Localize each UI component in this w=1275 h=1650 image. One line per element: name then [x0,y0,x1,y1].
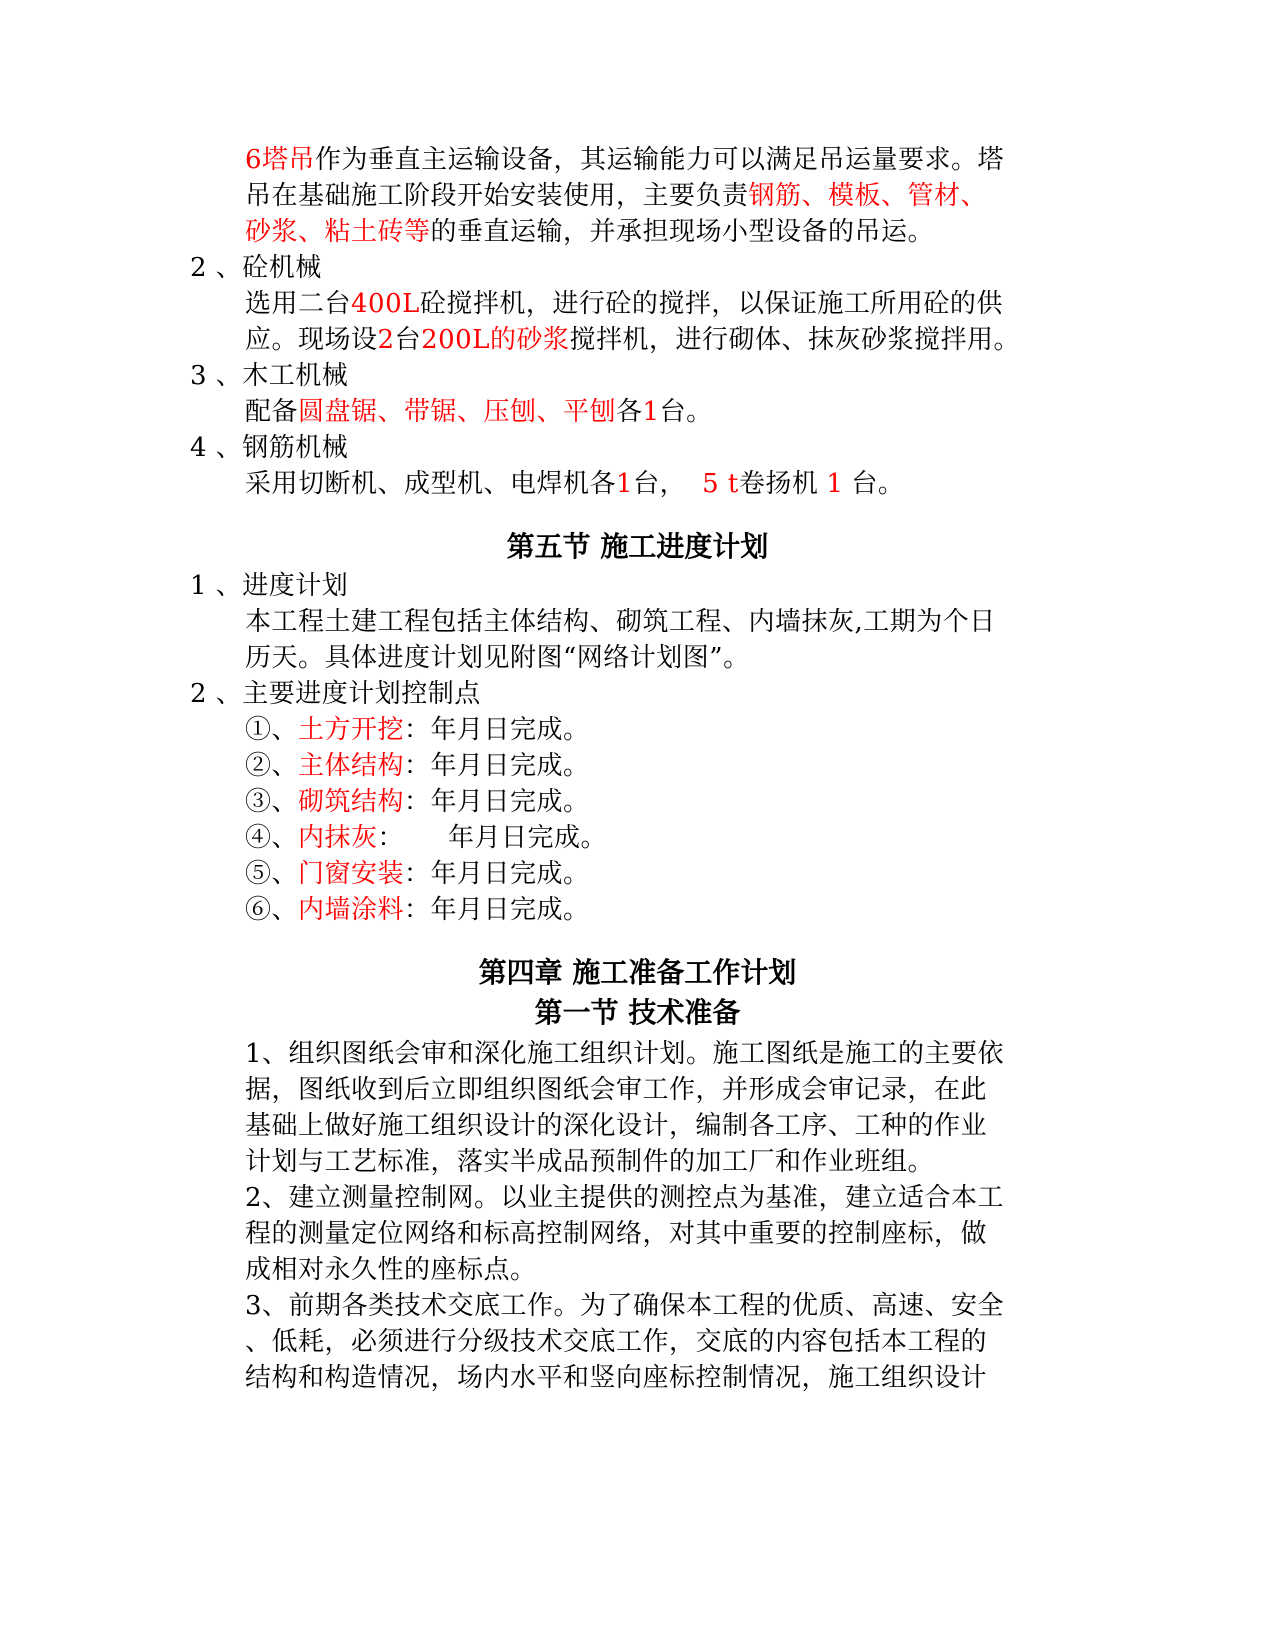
milestone-date: 年月日完成。 [430,715,590,745]
wood-line-1 [245,394,713,430]
milestone-name: 土方开挖 [298,715,405,745]
milestone-item [245,820,607,856]
milestone-date: 年月日完成。 [430,787,590,817]
milestone-sep: ： [404,859,431,889]
crane-text: 作为垂直主运输设备，其运输能力可以满足吊运量要求。塔 [315,145,1005,175]
winch-count: 1 [826,469,844,499]
milestone-name: 主体结构 [298,751,405,781]
steel-line-1 [245,466,904,502]
milestone-mark: ②、 [245,751,299,781]
tech-prep-para-3: 、低耗，必须进行分级技术交底工作，交底的内容包括本工程的 [245,1327,988,1357]
tech-prep-para-2: 程的测量定位网络和标高控制网络，对其中重要的控制座标，做 [245,1219,988,1249]
progress-plan-line-2: 历天。具体进度计划见附图“网络计划图”。 [245,643,750,673]
tech-prep-para-1: 基础上做好施工组织设计的深化设计，编制各工序、工种的作业 [245,1111,988,1141]
milestone-item [245,784,590,820]
concrete-heading: 2 、砼机械 [190,253,322,283]
tech-prep-para-3: 3、前期各类技术交底工作。为了确保本工程的优质、高速、安全 [245,1291,1005,1321]
steel-text: 采用切断机、成型机、电焊机各 [245,469,617,499]
crane-line-2 [245,178,987,214]
crane-materials-highlight: 砂浆、粘土砖等 [245,217,431,247]
milestone-mark: ①、 [245,715,299,745]
steel-count: 1 [616,469,634,499]
milestone-name: 砌筑结构 [298,787,405,817]
concrete-line-2 [245,322,1020,358]
milestone-date: 年月日完成。 [448,823,608,853]
milestone-date: 年月日完成。 [430,895,590,925]
milestone-mark: ③、 [245,787,299,817]
crane-text: 吊在基础施工阶段开始安装使用，主要负责 [245,181,749,211]
progress-plan-heading: 1 、进度计划 [190,571,349,601]
tech-prep-para-1: 据，图纸收到后立即组织图纸会审工作，并形成会审记录，在此 [245,1075,988,1105]
mixer-capacity: 400L [351,289,420,319]
mortar-mixer-count: 2 [377,325,395,355]
milestone-sep: ： [404,715,431,745]
steel-text: 台， [633,469,687,499]
milestone-date: 年月日完成。 [430,859,590,889]
milestone-mark: ⑥、 [245,895,299,925]
crane-highlight: 6塔吊 [245,145,316,175]
milestone-sep: ： [377,823,405,853]
wood-text: 各 [616,397,643,427]
crane-line-1 [245,142,1004,178]
milestone-sep: ： [404,751,431,781]
tech-prep-para-1: 计划与工艺标准，落实半成品预制件的加工厂和作业班组。 [245,1147,935,1177]
concrete-text: 台 [394,325,422,355]
winch-capacity: 5 t [702,469,739,499]
milestone-sep: ： [404,787,431,817]
steel-text: 卷扬机 [738,469,819,499]
tech-prep-para-3: 结构和构造情况，场内水平和竖向座标控制情况，施工组织设计 [245,1363,988,1393]
milestone-mark: ④、 [245,823,299,853]
progress-plan-line-1: 本工程土建工程包括主体结构、砌筑工程、内墙抹灰,工期为个日 [245,607,996,637]
milestone-item [245,892,590,928]
wood-tools: 圆盘锯、带锯、压刨、平刨 [298,397,617,427]
milestone-name: 门窗安装 [298,859,405,889]
milestone-name: 内抹灰 [298,823,378,853]
milestone-date: 年月日完成。 [430,751,590,781]
chapter4-title: 第四章 施工准备工作计划 [478,956,797,989]
crane-materials-highlight: 钢筋、模板、管材、 [748,181,988,211]
steel-heading: 4 、钢筋机械 [190,433,349,463]
control-points-heading: 2 、主要进度计划控制点 [190,679,481,709]
wood-text: 配备 [245,397,299,427]
crane-line-3 [245,214,934,250]
tech-prep-para-2: 2、建立测量控制网。以业主提供的测控点为基准，建立适合本工 [245,1183,1005,1213]
milestone-item [245,712,590,748]
wood-count: 1 [642,397,660,427]
concrete-text: 搅拌机，进行砌体、抹灰砂浆搅拌用。 [569,325,1020,355]
milestone-mark: ⑤、 [245,859,299,889]
tech-prep-para-2: 成相对永久性的座标点。 [245,1255,537,1285]
mortar-mixer-capacity: 200L的砂浆 [421,325,570,355]
milestone-sep: ： [404,895,431,925]
concrete-text: 应。现场设 [245,325,378,355]
section1-title: 第一节 技术准备 [534,996,741,1029]
wood-text: 台。 [659,397,713,427]
concrete-text: 选用二台 [245,289,352,319]
section5-title: 第五节 施工进度计划 [506,530,769,563]
tech-prep-para-1: 1、组织图纸会审和深化施工组织计划。施工图纸是施工的主要依 [245,1039,1005,1069]
milestone-name: 内墙涂料 [298,895,405,925]
milestone-item [245,748,590,784]
concrete-text: 砼搅拌机，进行砼的搅拌，以保证施工所用砼的供 [419,289,1003,319]
steel-text: 台。 [851,469,905,499]
concrete-line-1 [245,286,1003,322]
milestone-item [245,856,590,892]
crane-text: 的垂直运输，并承担现场小型设备的吊运。 [430,217,935,247]
wood-heading: 3 、木工机械 [190,361,349,391]
